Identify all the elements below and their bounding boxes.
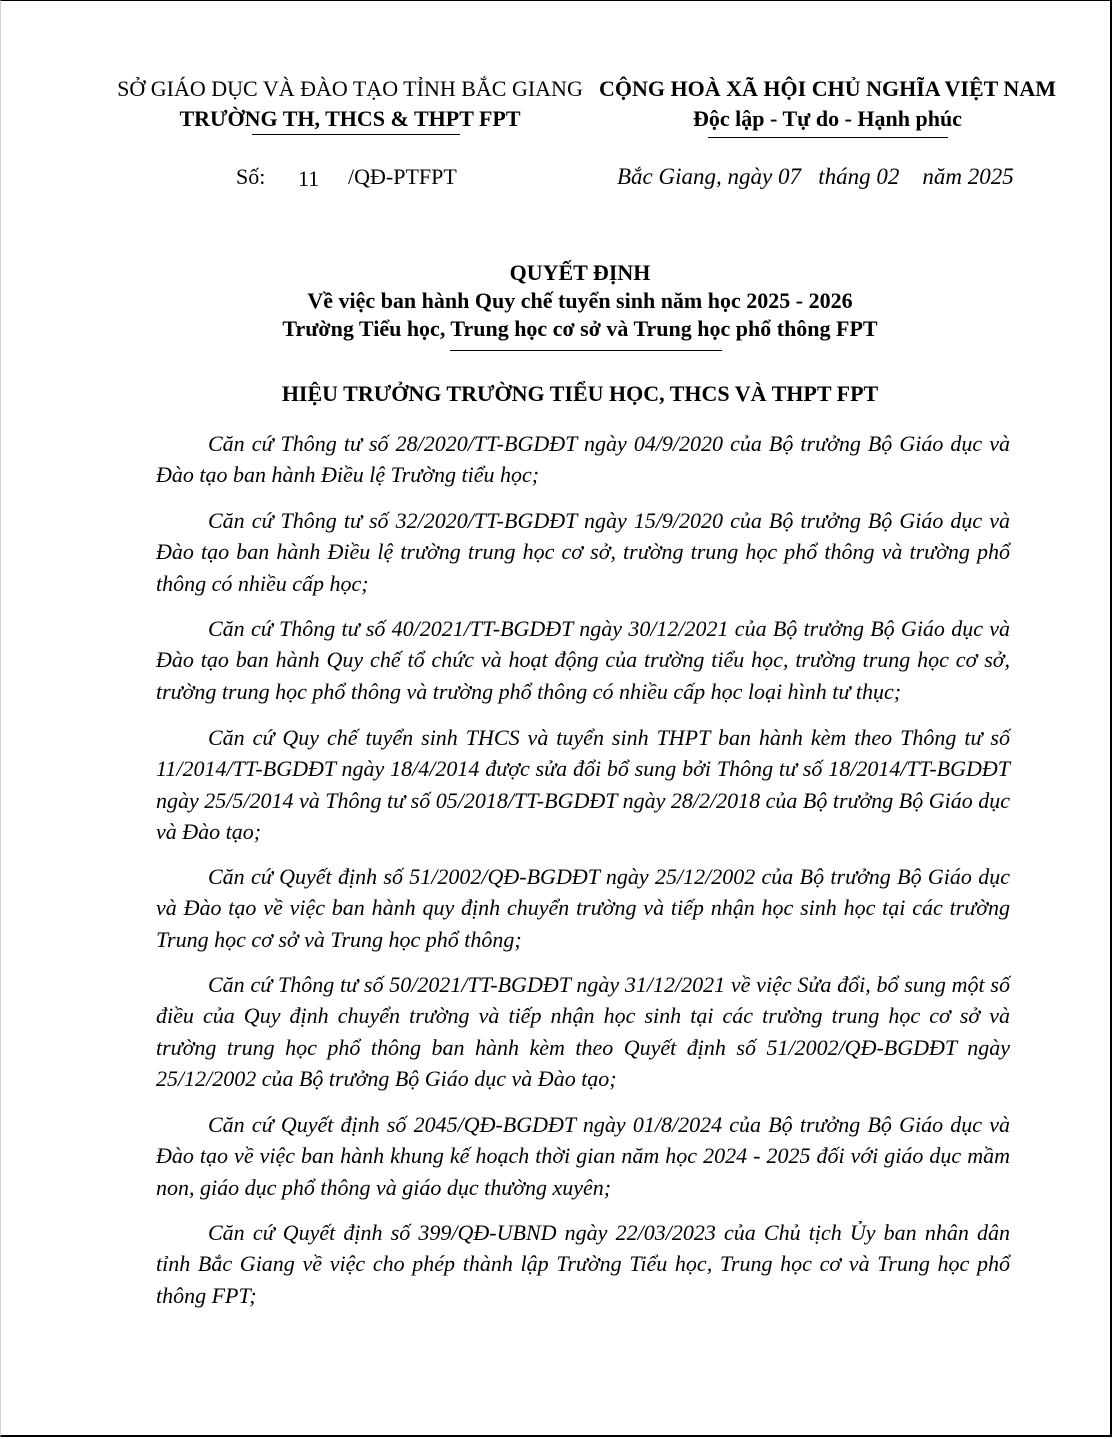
legal-basis-paragraph: Căn cứ Quy chế tuyển sinh THCS và tuyển sinh THPT ban hành kèm theo Thông tư số 11/2014/TT-BGDĐT ngày 18/4/2014 được sửa đổi bổ sung bởi Thông tư số 18/2014/TT-BGDĐT ngày 25/5/2014 và Thông tư số 05/2018/TT-BGDĐT ngày 28/2/2018 của Bộ trưởng Bộ Giáo dục và Đào tạo; bbox=[156, 725, 1010, 844]
legal-basis-paragraph: Căn cứ Thông tư số 40/2021/TT-BGDĐT ngày 30/12/2021 của Bộ trưởng Bộ Giáo dục và Đào tạo ban hành Quy chế tổ chức và hoạt động của trường tiểu học, trường trung học cơ sở, trường trung học phổ thông và trường phổ thông có nhiều cấp học loại hình tư thục; bbox=[156, 616, 1010, 704]
legal-basis-paragraph: Căn cứ Quyết định số 2045/QĐ-BGDĐT ngày 01/8/2024 của Bộ trưởng Bộ Giáo dục và Đào tạo về việc ban hành khung kế hoạch thời gian năm học 2024 - 2025 đối với giáo dục mầm non, giáo dục phổ thông và giáo dục thường xuyên; bbox=[156, 1112, 1010, 1200]
ministry-name: SỞ GIÁO DỤC VÀ ĐÀO TẠO TỈNH BẮC GIANG bbox=[117, 76, 583, 101]
legal-basis-paragraph: Căn cứ Thông tư số 32/2020/TT-BGDĐT ngày 15/9/2020 của Bộ trưởng Bộ Giáo dục và Đào tạo ban hành Điều lệ trường trung học cơ sở, trường trung học phổ thông và trường phổ thông có nhiều cấp học; bbox=[156, 508, 1010, 596]
document-number-value: 11 bbox=[298, 166, 320, 191]
decision-school: Trường Tiểu học, Trung học cơ sở và Trung học phổ thông FPT bbox=[282, 316, 878, 341]
national-title: CỘNG HOÀ XÃ HỘI CHỦ NGHĨA VIỆT NAM bbox=[599, 76, 1056, 101]
legal-basis-paragraph: Căn cứ Quyết định số 399/QĐ-UBND ngày 22/03/2023 của Chủ tịch Ủy ban nhân dân tỉnh Bắc Giang về việc cho phép thành lập Trường Tiểu học, Trung học cơ và Trung học phổ thông FPT; bbox=[156, 1220, 1010, 1308]
decision-title: QUYẾT ĐỊNH bbox=[509, 260, 651, 285]
issuer-heading: HIỆU TRƯỞNG TRƯỜNG TIỂU HỌC, THCS VÀ THPT FPT bbox=[281, 381, 879, 406]
title-rule bbox=[450, 350, 722, 351]
document-date bbox=[617, 164, 1014, 190]
school-name: TRƯỜNG TH, THCS & THPT FPT bbox=[179, 106, 521, 131]
date-year: 2025 bbox=[967, 164, 1014, 189]
decision-subject: Về việc ban hành Quy chế tuyển sinh năm học 2025 - 2026 bbox=[307, 288, 853, 313]
motto-underline bbox=[708, 137, 948, 138]
school-name-underline bbox=[252, 134, 460, 135]
date-year-label: năm bbox=[922, 164, 962, 189]
date-month: 02 bbox=[876, 164, 900, 189]
document-number-label: Số: bbox=[236, 164, 266, 189]
date-month-label: tháng bbox=[818, 164, 871, 189]
legal-basis-paragraph: Căn cứ Thông tư số 28/2020/TT-BGDĐT ngày 04/9/2020 của Bộ trưởng Bộ Giáo dục và Đào tạo ban hành Điều lệ Trường tiểu học; bbox=[156, 431, 1010, 488]
date-day: 07 bbox=[777, 164, 801, 189]
date-place: Bắc Giang, ngày bbox=[617, 164, 773, 189]
legal-basis-paragraph: Căn cứ Quyết định số 51/2002/QĐ-BGDĐT ngày 25/12/2002 của Bộ trưởng Bộ Giáo dục và Đào tạo về việc ban hành quy định chuyển trường và tiếp nhận học sinh học tại các trường Trung học cơ sở và Trung học phổ thông; bbox=[156, 864, 1010, 952]
national-motto: Độc lập - Tự do - Hạnh phúc bbox=[693, 106, 962, 131]
document-number-code: /QĐ-PTFPT bbox=[348, 164, 457, 189]
legal-basis-paragraph: Căn cứ Thông tư số 50/2021/TT-BGDĐT ngày 31/12/2021 về việc Sửa đổi, bổ sung một số điều của Quy định chuyển trường và tiếp nhận học sinh tại các trường trung học cơ sở và trường trung học phổ thông ban hành kèm theo Quyết định số 51/2002/QĐ-BGDĐT ngày 25/12/2002 của Bộ trưởng Bộ Giáo dục và Đào tạo; bbox=[156, 972, 1010, 1091]
